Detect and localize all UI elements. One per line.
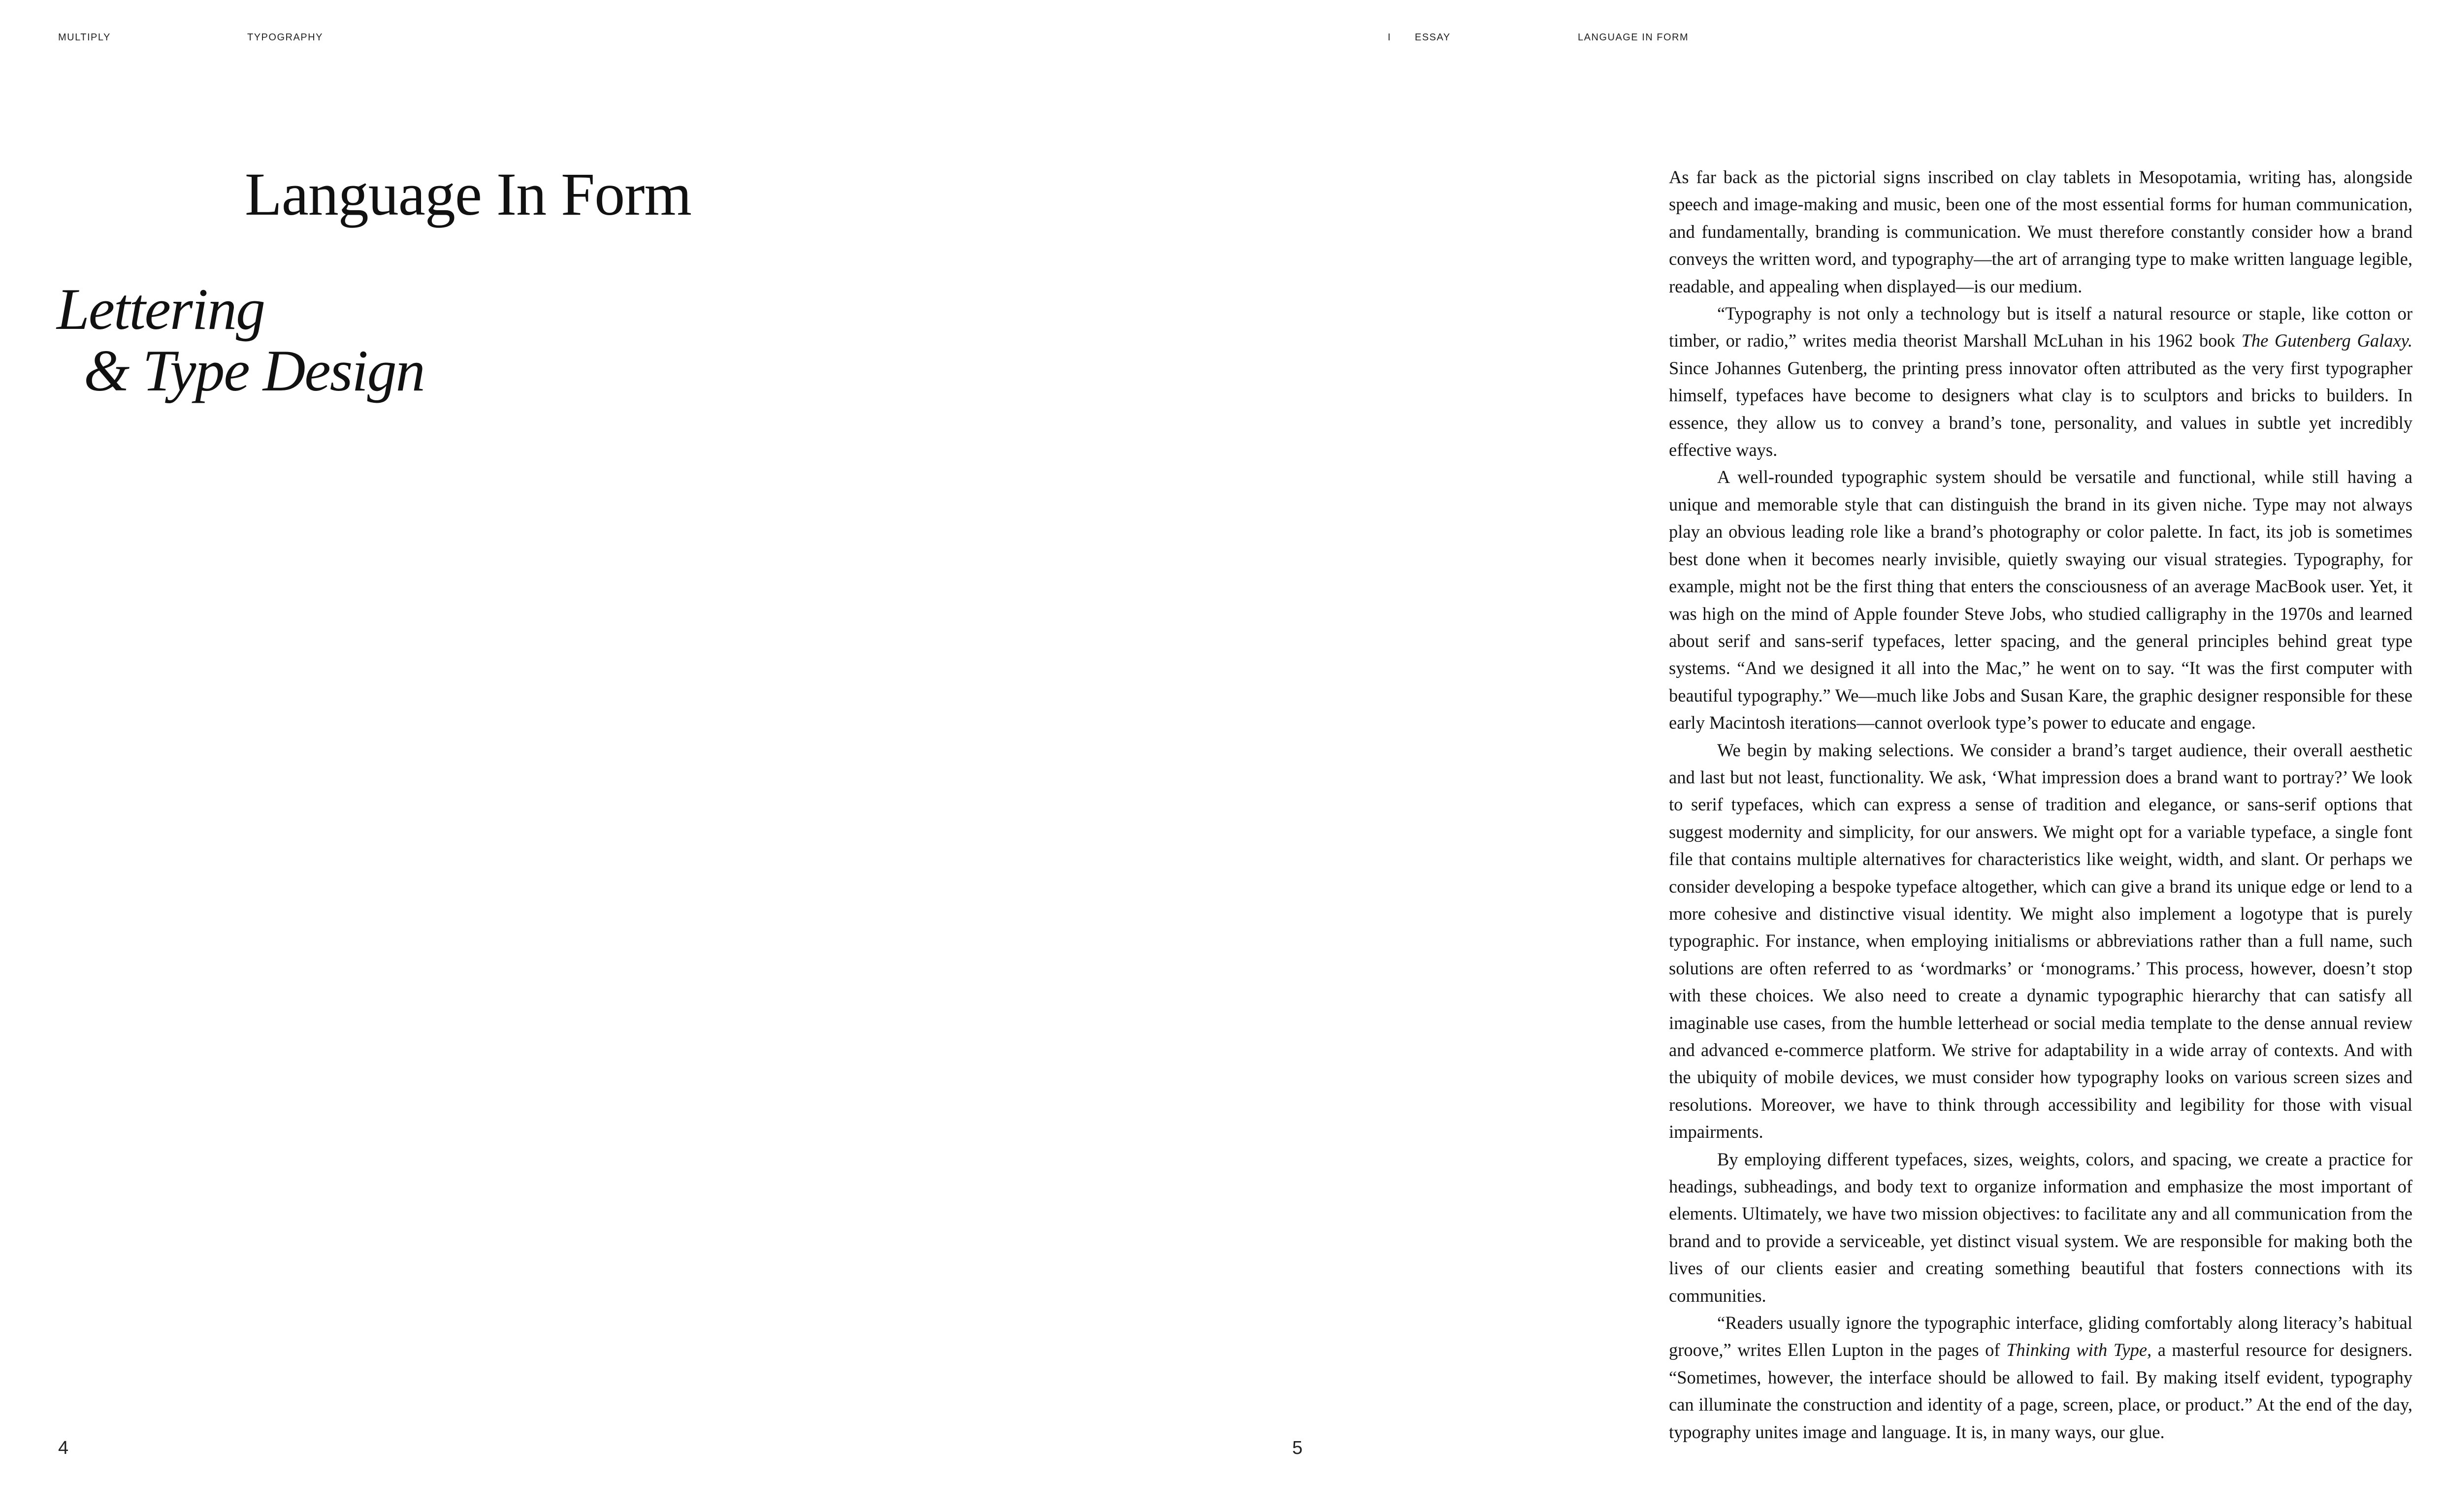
essay-paragraph-1: As far back as the pictorial signs inscribed on clay tablets in Mesopotamia, writing has, alongside speech and image-making and music, been one of the most essential forms for human communication, and fundamentally, branding is communication. We must therefore constantly consider how a brand conveys the written word, and typography—the art of arranging type to make written language legible, readable, and appealing when displayed—is our medium. [1669, 167, 2412, 296]
page-number-left: 4 [58, 1438, 69, 1458]
essay-text: “Readers usually ignore the typographic interface, gliding comfortably along literacy’s habitual groove,” writes Ellen Lupton in the pages of [1669, 1313, 2412, 1360]
page-subtitle [57, 278, 424, 401]
essay-paragraph-4: We begin by making selections. We consider a brand’s target audience, their overall aesthetic and last but not least, functionality. We ask, ‘What impression does a brand want to portray?’ We look to serif typefaces, which can express a sense of tradition and elegance, or sans-serif options that suggest modernity and simplicity, for our answers. We might opt for a variable typeface, a single font file that contains multiple alternatives for characteristics like weight, width, and slant. Or perhaps we consider developing a bespoke typeface altogether, which can give a brand its unique edge or lend to a more cohesive and distinctive visual identity. We might also implement a logotype that is purely typographic. For instance, when employing initialisms or abbreviations rather than a full name, such solutions are often referred to as ‘wordmarks’ or ‘monograms.’ This process, however, doesn’t stop with these choices. We also need to create a dynamic typographic hierarchy that can satisfy all imaginable use cases, from the humble letterhead or social media template to the dense annual review and advanced e-commerce platform. We strive for adaptability in a wide array of contexts. And with the ubiquity of mobile devices, we must consider how typography looks on various screen sizes and resolutions. Moreover, we have to think through accessibility and legibility for those with visual impairments. [1669, 740, 2412, 1142]
essay-paragraph-3: A well-rounded typographic system should be versatile and functional, while still having a unique and memorable style that can distinguish the brand in its given niche. Type may not always play an obvious leading role like a brand’s photography or color palette. In fact, its job is sometimes best done when it becomes nearly invisible, quietly swaying our visual strategies. Typography, for example, might not be the first thing that enters the consciousness of an average MacBook user. Yet, it was high on the mind of Apple founder Steve Jobs, who studied calligraphy in the 1970s and learned about serif and sans-serif typefaces, letter spacing, and the general principles behind great type systems. “And we designed it all into the Mac,” he went on to say. “It was the first computer with beautiful typography.” We—much like Jobs and Susan Kare, the graphic designer responsible for these early Macintosh iterations—cannot overlook type’s power to educate and engage. [1669, 467, 2412, 733]
running-header-chapter: LANGUAGE IN FORM [1578, 32, 1689, 43]
book-title: The Gutenberg Galaxy. [2241, 330, 2412, 351]
page-title: Language In Form [245, 161, 691, 228]
running-header-type: ESSAY [1415, 32, 1451, 43]
book-title: Thinking with Type, [2006, 1340, 2152, 1360]
essay-text: “Typography is not only a technology but is itself a natural resource or staple, like cotton or timber, or radio,” writes media theorist Marshall McLuhan in his 1962 book [1669, 303, 2412, 351]
page-number-right: 5 [1292, 1438, 1303, 1458]
essay-paragraph-2 [1669, 300, 2412, 463]
essay-paragraph-5: By employing different typefaces, sizes, weights, colors, and spacing, we create a practice for headings, subheadings, and body text to organize information and emphasize the most important of elements. Ultimately, we have two mission objectives: to facilitate any and all communication from the brand and to provide a serviceable, yet distinct visual system. We are responsible for making both the lives of our clients easier and creating something beautiful that fosters connections with its communities. [1669, 1149, 2412, 1306]
subtitle-line-1: Lettering [57, 276, 264, 342]
subtitle-line-2: & Type Design [84, 338, 424, 403]
essay-text: Since Johannes Gutenberg, the printing press innovator often attributed as the very first typographer himself, typefaces have become to designers what clay is to sculptors and bricks to builders. In essence, they allow us to convey a brand’s tone, personality, and values in subtle yet incredibly effective ways. [1669, 357, 2412, 460]
essay-body [1669, 163, 2412, 1446]
running-header-category: TYPOGRAPHY [247, 32, 323, 43]
essay-paragraph-6 [1669, 1309, 2412, 1446]
running-header-section: MULTIPLY [58, 32, 111, 43]
running-header-marker: I [1388, 32, 1392, 43]
essay-text: a masterful resource for designers. “Sometimes, however, the interface should be allowed to fail. By making itself evident, typography can illuminate the construction and identity of a page, screen, place, or product.” At the end of the day, typography unites image and language. It is, in many ways, our glue. [1669, 1340, 2413, 1442]
